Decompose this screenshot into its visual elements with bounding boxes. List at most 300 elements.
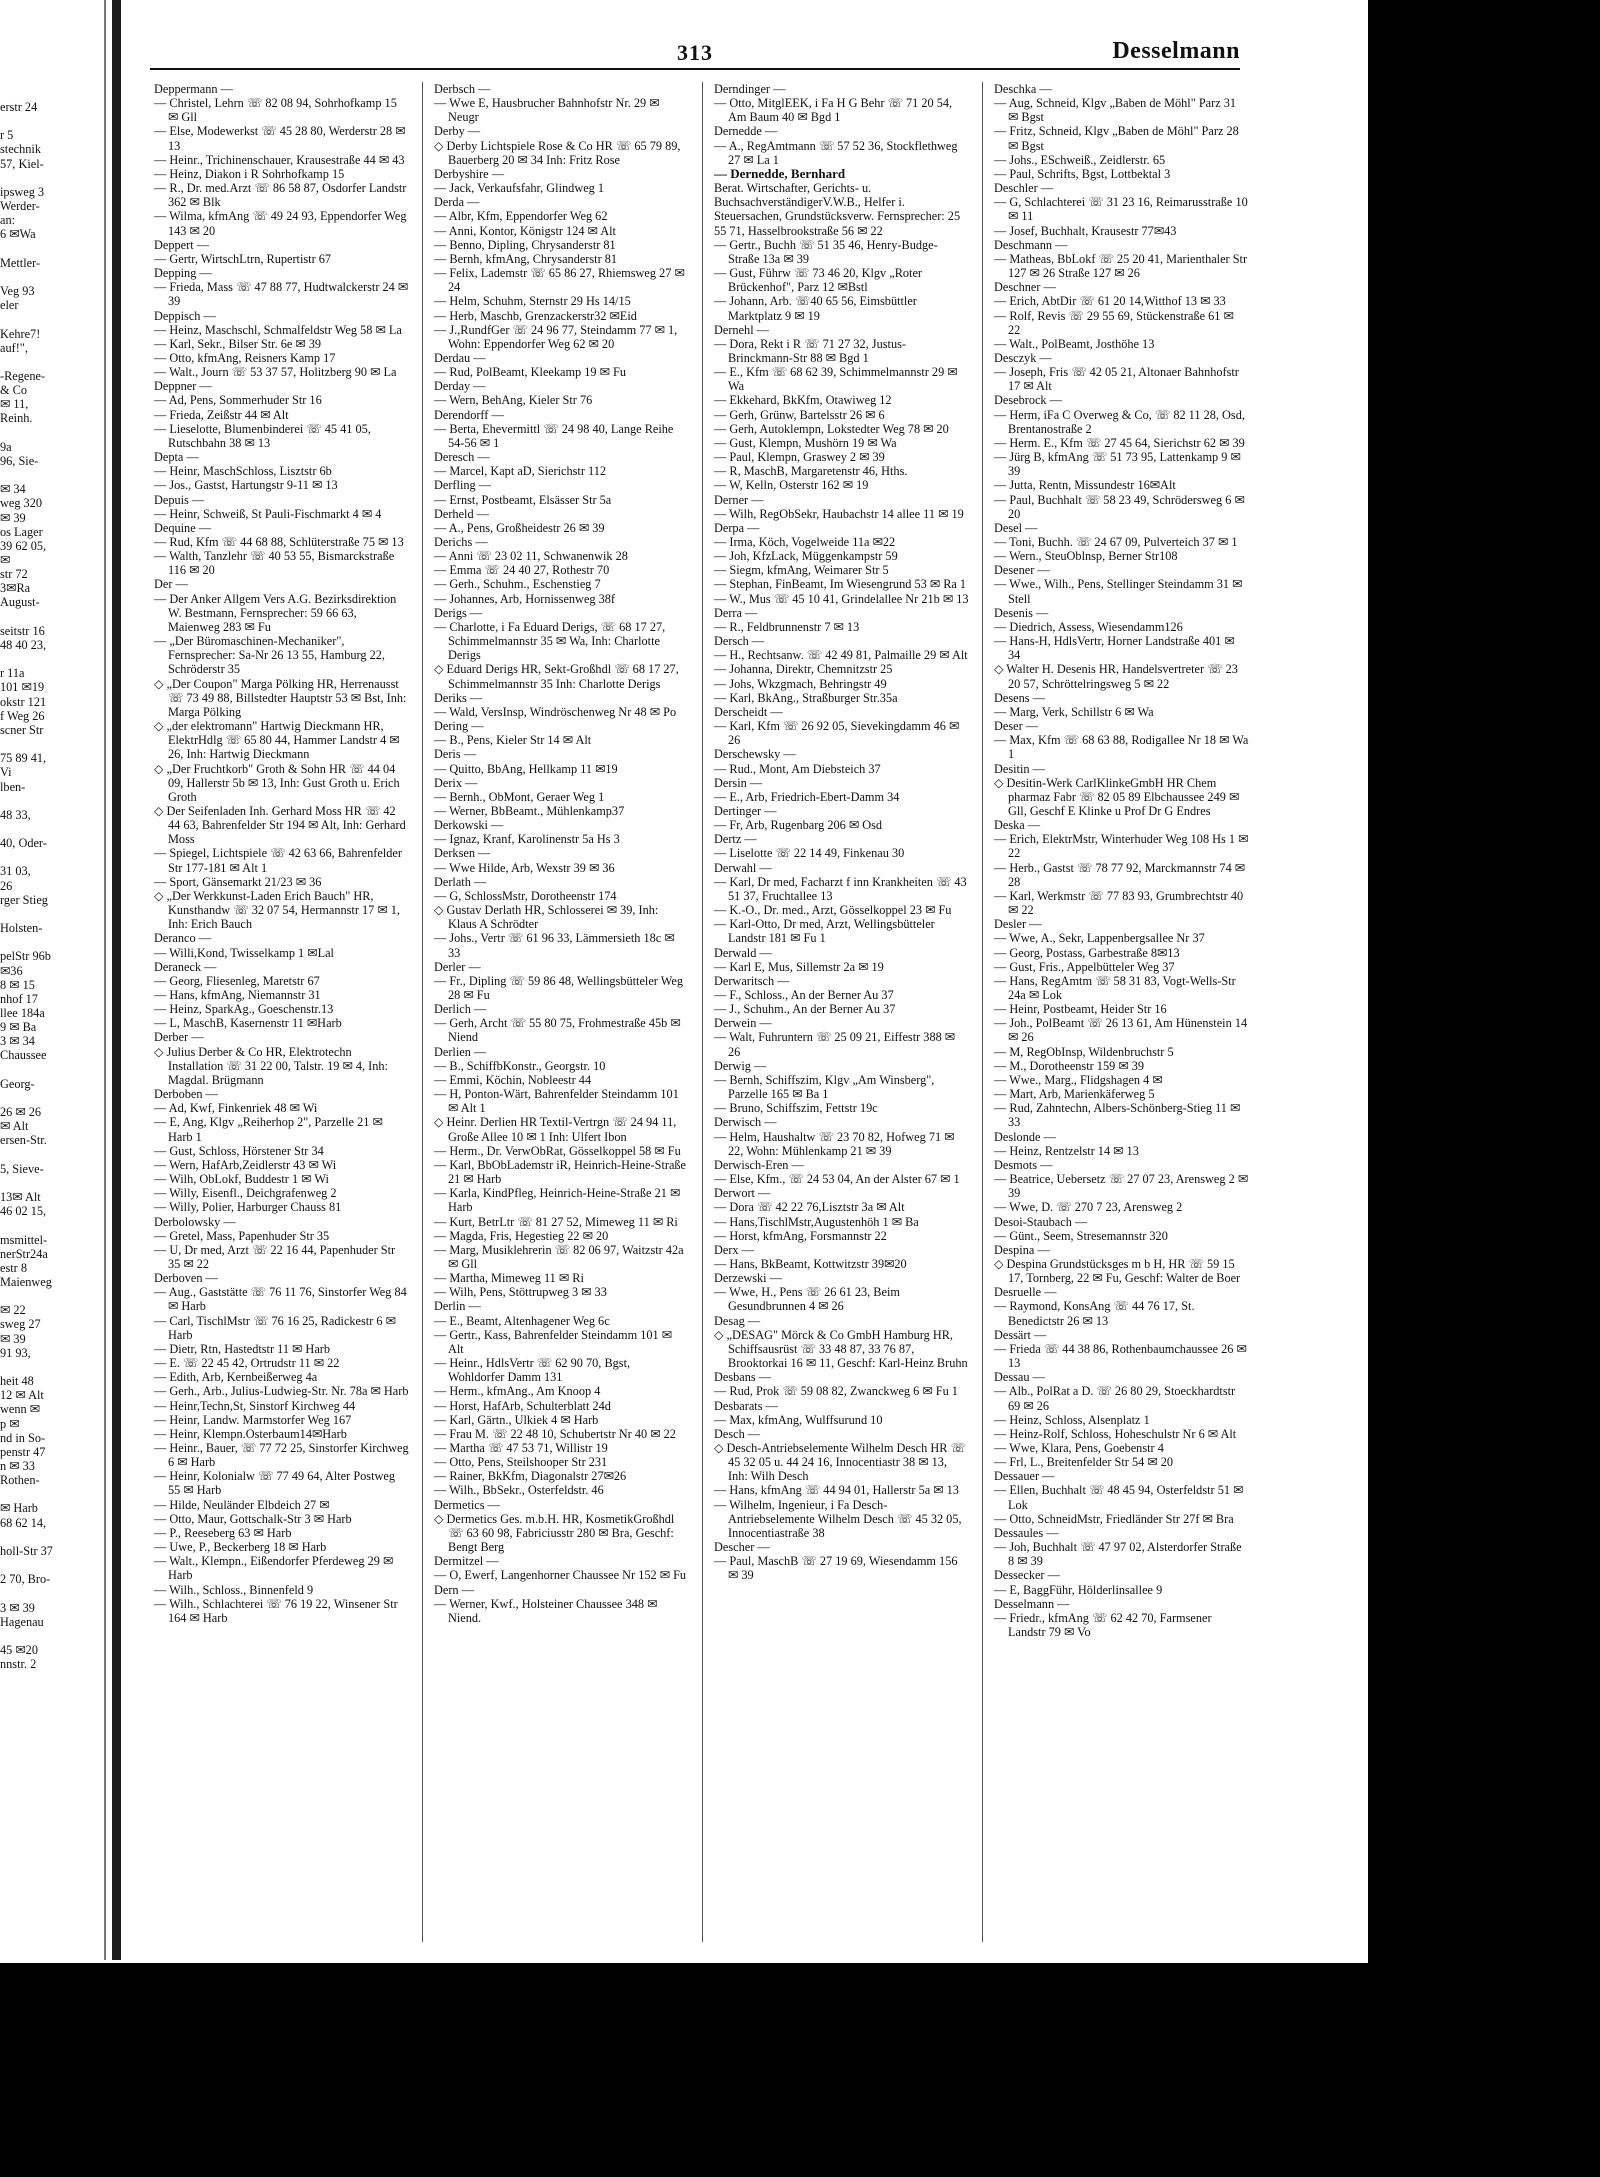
directory-entry: — Karl-Otto, Dr med, Arzt, Wellingsbütteler Landstr 181 ✉ Fu 1 [714, 917, 935, 946]
surname-heading: Derwahl — [714, 860, 772, 875]
directory-entry: — Alb., PolRat a D. ☏ 26 80 29, Stoeckhardtstr 69 ✉ 26 [994, 1384, 1236, 1413]
book-gutter [112, 0, 121, 1960]
facing-page-fragment: 3 ✉ 39 [0, 1600, 35, 1615]
directory-entry: ◇ Gustav Derlath HR, Schlosserei ✉ 39, Inh: Klaus A Schrödter [434, 903, 659, 932]
directory-entry: — Max, Kfm ☏ 68 63 88, Rodigallee Nr 18 ✉ Wa 1 [994, 733, 1249, 762]
directory-entry: — Joh, KfzLack, Müggenkampstr 59 [714, 549, 898, 564]
directory-entry: — Wern, HafArb,Zeidlerstr 43 ✉ Wi [154, 1157, 337, 1172]
directory-entry: — Wilh, Pens, Stöttrupweg 3 ✉ 33 [434, 1285, 607, 1300]
directory-column-3 [714, 82, 969, 1583]
directory-entry: — Walt., Journ ☏ 53 37 57, Holitzberg 90 ✉ La [154, 365, 397, 380]
facing-page-fragment: Maienweg [0, 1274, 52, 1289]
facing-page-fragment: Rothen- [0, 1473, 40, 1488]
directory-entry: — Otto, Maur, Gottschalk-Str 3 ✉ Harb [154, 1511, 352, 1526]
directory-entry: — Quitto, BbAng, Hellkamp 11 ✉19 [434, 761, 618, 776]
directory-entry: — Wilh., Schlachterei ☏ 76 19 22, Winsener Str 164 ✉ Harb [154, 1596, 398, 1625]
facing-page-fragment: p ✉ [0, 1416, 20, 1431]
facing-page-fragment: weg 320 [0, 496, 43, 511]
surname-heading: Dessauer — [994, 1469, 1055, 1484]
directory-entry: — Hans, BkBeamt, Kottwitzstr 39✉20 [714, 1256, 907, 1271]
facing-page-fragment: 57, Kiel- [0, 156, 44, 171]
surname-heading: Desitin — [994, 761, 1045, 776]
facing-page-fragment: wenn ✉ [0, 1402, 41, 1417]
surname-heading: Derler — [434, 959, 481, 974]
facing-page-fragment: an: [0, 213, 16, 228]
facing-page-fragment: 5, Sieve- [0, 1161, 44, 1176]
surname-heading: Desselmann — [994, 1596, 1070, 1611]
directory-entry: ◇ Walter H. Desenis HR, Handelsvertreter ☏ 23 20 57, Schröttelringsweg 5 ✉ 22 [994, 662, 1238, 691]
directory-entry: — Raymond, KonsAng ☏ 44 76 17, St. Benedictstr 26 ✉ 13 [994, 1299, 1195, 1328]
directory-entry: — Emma ☏ 24 40 27, Rothestr 70 [434, 563, 610, 578]
facing-page-fragment [0, 1487, 104, 1501]
facing-page-fragment: ✉ 11, [0, 397, 29, 412]
facing-page-fragment: 46 02 15, [0, 1204, 47, 1219]
directory-entry: — Sport, Gänsemarkt 21/23 ✉ 36 [154, 874, 322, 889]
directory-entry: — Heinr, Kolonialw ☏ 77 49 64, Alter Postweg 55 ✉ Harb [154, 1469, 395, 1498]
facing-page-fragment [0, 850, 104, 864]
directory-entry: — Karl, Gärtn., Ulkiek 4 ✉ Harb [434, 1412, 599, 1427]
surname-heading: Deppermann — [154, 82, 233, 96]
surname-heading: Depta — [154, 450, 199, 465]
directory-entry: — Irma, Köch, Vogelweide 11a ✉22 [714, 535, 896, 549]
surname-heading: Derdau — [434, 350, 486, 365]
facing-page-fragment: 3 ✉ 34 [0, 1034, 35, 1049]
surname-heading: Dersch — [714, 634, 765, 649]
directory-entry: — Jack, Verkaufsfahr, Glindweg 1 [434, 181, 605, 196]
facing-page-fragment: ✉ 39 [0, 510, 26, 525]
surname-heading: Der — [154, 577, 188, 592]
facing-page-fragment [0, 652, 104, 666]
directory-entry: — Herm, iFa C Overweg & Co, ☏ 82 11 28, Osd, Brentanostraße 2 [994, 407, 1245, 436]
facing-page-fragment: Holsten- [0, 921, 43, 936]
directory-entry: — Martha ☏ 47 53 71, Willistr 19 [434, 1441, 608, 1455]
directory-entry: — R., Dr. med.Arzt ☏ 86 58 87, Osdorfer Landstr 362 ✉ Blk [154, 181, 407, 210]
directory-entry: — Herm., Dr. VerwObRat, Gösselkoppel 58 ✉ Fu [434, 1143, 681, 1158]
facing-page-fragment [0, 1558, 104, 1572]
surname-heading: Derboven — [154, 1271, 218, 1286]
directory-entry: — L, MaschB, Kasernenstr 11 ✉Harb [154, 1016, 342, 1031]
directory-entry: — E, BaggFühr, Hölderlinsallee 9 [994, 1582, 1163, 1597]
directory-entry: — Wwe., Marg., Flidgshagen 4 ✉ [994, 1072, 1163, 1087]
directory-entry: — Dietr, Rtn, Hastedtstr 11 ✉ Harb [154, 1341, 331, 1356]
directory-entry: — Karl, BkAng., Straßburger Str.35a [714, 690, 898, 705]
directory-entry: — H, Ponton-Wärt, Bahrenfelder Steindamm 101 ✉ Alt 1 [434, 1087, 679, 1116]
directory-entry: — Ernst, Postbeamt, Elsässer Str 5a [434, 492, 612, 507]
directory-entry: — E., Arb, Friedrich-Ebert-Damm 34 [714, 789, 900, 804]
surname-heading: Dertz — [714, 832, 757, 847]
directory-entry: — Frieda, Zeißstr 44 ✉ Alt [154, 407, 289, 422]
facing-page-fragment: 26 [0, 878, 13, 893]
surname-heading: Dessau — [994, 1370, 1045, 1385]
directory-entry: — Hans, RegAmtm ☏ 58 31 83, Vogt-Wells-Str 24a ✉ Lok [994, 973, 1236, 1002]
directory-entry: — Heinz, Diakon i R Sohrhofkamp 15 [154, 166, 345, 181]
directory-entry: — Gertr, WirtschLtrn, Rupertistr 67 [154, 251, 332, 266]
directory-entry: ◇ Eduard Derigs HR, Sekt-Großhdl ☏ 68 17 27, Schimmelmannstr 35 Inh: Charlotte Derigs [434, 662, 679, 691]
facing-page-fragment: 39 62 05, [0, 538, 47, 553]
surname-heading: Derheld — [434, 506, 489, 521]
surname-heading: Derber — [154, 1030, 204, 1045]
directory-entry: — Bernh., ObMont, Geraer Weg 1 [434, 789, 605, 804]
facing-page-fragment: heit 48 [0, 1374, 34, 1389]
directory-entry: — Hans,TischlMstr,Augustenhöh 1 ✉ Ba [714, 1214, 919, 1229]
directory-entry: ◇ „der elektromann" Hartwig Dieckmann HR, ElektrHdlg ☏ 65 80 44, Hammer Landstr 4 ✉ 26, Inh: Hartwig Dieckmann [154, 719, 400, 762]
facing-page-fragment [0, 1360, 104, 1374]
facing-page-fragment: auf!", [0, 340, 28, 355]
facing-page-fragment: nnstr. 2 [0, 1657, 37, 1672]
directory-entry: ◇ „Der Coupon" Marga Pölking HR, Herrenausst ☏ 73 49 88, Billstedter Hauptstr 53 ✉ Bst, Inh: Marga Pölking [154, 676, 407, 719]
directory-entry: — Horst, kfmAng, Forsmannstr 22 [714, 1228, 887, 1243]
directory-entry: — J.,RundfGer ☏ 24 96 77, Steindamm 77 ✉ 1, Wohn: Eppendorfer Weg 62 ✉ 20 [434, 322, 678, 351]
surname-heading: Depping — [154, 266, 212, 281]
column-divider [982, 82, 983, 1942]
surname-heading: Derksen — [434, 846, 491, 861]
directory-entry: — Wilh, RegObSekr, Haubachstr 14 allee 11 ✉ 19 [714, 506, 964, 521]
directory-entry: — Marg, Musiklehrerin ☏ 82 06 97, Waitzstr 42a ✉ Gll [434, 1242, 684, 1271]
directory-entry: — Anni ☏ 23 02 11, Schwanenwik 28 [434, 549, 628, 564]
directory-entry: — Rolf, Revis ☏ 29 55 69, Stückenstraße 61 ✉ 22 [994, 308, 1234, 337]
facing-page-fragment: 2 70, Bro- [0, 1572, 51, 1587]
directory-entry: ◇ Desitin-Werk CarlKlinkeGmbH HR Chem pharmaz Fabr ☏ 82 05 89 Elbchaussee 249 ✉ Gll, Geschf E Klinke u Prof Dr G Endres [994, 775, 1240, 818]
surname-heading: Desoi-Staubach — [994, 1214, 1088, 1229]
facing-page-fragment [0, 270, 104, 284]
directory-entry: — Wwe, D. ☏ 270 7 23, Arensweg 2 [994, 1200, 1183, 1215]
facing-page-fragment: ✉ 22 [0, 1303, 26, 1318]
directory-entry: — Marcel, Kapt aD, Sierichstr 112 [434, 464, 606, 479]
facing-page-fragment: Georg- [0, 1076, 35, 1091]
directory-entry: — G, SchlossMstr, Dorotheenstr 174 [434, 888, 617, 903]
directory-entry: — Gust, Klempn, Mushörn 19 ✉ Wa [714, 435, 897, 450]
directory-entry: — A., Pens, Großheidestr 26 ✉ 39 [434, 520, 605, 535]
directory-entry: — Wern, BehAng, Kieler Str 76 [434, 393, 593, 408]
directory-entry: — U, Dr med, Arzt ☏ 22 16 44, Papenhuder Str 35 ✉ 22 [154, 1242, 396, 1271]
directory-entry: — Johann, Arb. ☏40 65 56, Eimsbüttler Marktplatz 9 ✉ 19 [714, 294, 917, 323]
facing-page-fragment [0, 1289, 104, 1303]
directory-entry: — Ad, Kwf, Finkenriek 48 ✉ Wi [154, 1101, 318, 1116]
facing-page-fragment: Hagenau [0, 1614, 44, 1629]
directory-entry: — Joh., PolBeamt ☏ 26 13 61, Am Hünenstein 14 ✉ 26 [994, 1016, 1248, 1045]
directory-entry: — Werner, BbBeamt., Mühlenkamp37 [434, 803, 625, 818]
facing-page-fragment: 13✉ Alt [0, 1190, 41, 1205]
facing-page-fragment [0, 1530, 104, 1544]
directory-entry: — Rainer, BkKfm, Diagonalstr 27✉26 [434, 1469, 627, 1484]
surname-heading: Dering — [434, 719, 484, 734]
directory-entry: — Heinr, Postbeamt, Heider Str 16 [994, 1002, 1167, 1017]
directory-entry: — B., Pens, Kieler Str 14 ✉ Alt [434, 733, 592, 748]
directory-entry: — Heinz, Maschschl, Schmalfeldstr Weg 58 ✉ La [154, 322, 402, 337]
directory-entry: — Emmi, Köchin, Nobleestr 44 [434, 1072, 592, 1087]
directory-entry: — B., SchiffbKonstr., Georgstr. 10 [434, 1058, 606, 1073]
directory-entry: — Rud, Prok ☏ 59 08 82, Zwanckweg 6 ✉ Fu 1 [714, 1384, 958, 1399]
surname-heading: Dersin — [714, 775, 763, 790]
surname-heading: Derscheidt — [714, 704, 783, 719]
directory-entry: — Christel, Lehrn ☏ 82 08 94, Sohrhofkamp 15 ✉ Gll [154, 96, 397, 125]
directory-entry: — Mart, Arb, Marienkäferweg 5 [994, 1087, 1155, 1102]
directory-entry: — Gust, Schloss, Hörstener Str 34 [154, 1143, 324, 1158]
facing-page-fragment: ipsweg 3 [0, 184, 45, 199]
directory-entry: — Herm., kfmAng., Am Knoop 4 [434, 1384, 601, 1399]
directory-entry: — Heinz, SparkAg., Goeschenstr.13 [154, 1002, 334, 1017]
facing-page-fragment: nerStr24a [0, 1246, 48, 1261]
directory-entry: ◇ „Der Werkkunst-Laden Erich Bauch" HR, Kunsthandw ☏ 32 07 54, Hermannstr 17 ✉ 1, Inh: Erich Bauch [154, 888, 400, 932]
directory-entry: — Marg, Verk, Schillstr 6 ✉ Wa [994, 704, 1154, 719]
directory-entry: — R., Feldbrunnenstr 7 ✉ 13 [714, 619, 860, 634]
facing-page-fragment [0, 1148, 104, 1162]
surname-heading: Derzewski — [714, 1271, 782, 1286]
surname-heading: Descher — [714, 1540, 770, 1555]
directory-entry: — K.-O., Dr. med., Arzt, Gösselkoppel 23 ✉ Fu [714, 903, 952, 918]
facing-page-fragment: nd in So- [0, 1430, 46, 1445]
directory-entry: — G, Schlachterei ☏ 31 23 16, Reimarusstraße 10 ✉ 11 [994, 195, 1248, 224]
facing-page-fragment: Veg 93 [0, 284, 35, 299]
directory-entry: — F., Schloss., An der Berner Au 37 [714, 988, 894, 1002]
directory-entry: — Fritz, Schneid, Klgv „Baben de Möhl" Parz 28 ✉ Bgst [994, 124, 1239, 153]
directory-entry: — Willi,Kond, Twisselkamp 1 ✉Lal [154, 945, 334, 960]
directory-entry: — Rud, Zahntechn, Albers-Schönberg-Stieg 11 ✉ 33 [994, 1101, 1241, 1130]
facing-page-fragment: 101 ✉19 [0, 680, 45, 695]
directory-entry: — Siegm, kfmAng, Weimarer Str 5 [714, 563, 889, 578]
surname-heading: Deska — [994, 818, 1041, 833]
directory-entry: — Martha, Mimeweg 11 ✉ Ri [434, 1271, 584, 1286]
surname-heading: Derra — [714, 605, 758, 620]
directory-entry: — Gretel, Mass, Papenhuder Str 35 [154, 1228, 330, 1243]
directory-entry: — Gerh, Grünw, Bartelsstr 26 ✉ 6 [714, 407, 885, 422]
directory-entry: — Max, kfmAng, Wulffsurund 10 [714, 1412, 883, 1427]
directory-entry: — Otto, MitglEEK, i Fa H G Behr ☏ 71 20 54, Am Baum 40 ✉ Bgd 1 [714, 96, 953, 125]
directory-entry: — Erich, ElektrMstr, Winterhuder Weg 108 Hs 1 ✉ 22 [994, 832, 1249, 861]
surname-heading: Derfling — [434, 478, 492, 493]
facing-page-fragment: stechnik [0, 142, 41, 157]
directory-entry: — Kurt, BetrLtr ☏ 81 27 52, Mimeweg 11 ✉ Ri [434, 1214, 678, 1229]
directory-entry: — Joh, Buchhalt ☏ 47 97 02, Alsterdorfer Straße 8 ✉ 39 [994, 1540, 1242, 1569]
facing-page-fragment: msmittel- [0, 1232, 48, 1247]
facing-page-fragment: 8 ✉ 15 [0, 977, 35, 992]
facing-page-fragment: August- [0, 595, 40, 610]
surname-heading: Derner — [714, 492, 764, 507]
directory-entry: — Frieda, Mass ☏ 47 88 77, Hudtwalckerstr 24 ✉ 39 [154, 280, 409, 309]
directory-column-2 [434, 82, 689, 1625]
directory-entry: — Willy, Eisenfl., Deichgrafenweg 2 [154, 1186, 337, 1201]
directory-entry: — Paul, Klempn, Graswey 2 ✉ 39 [714, 450, 885, 465]
surname-heading: Deppner — [154, 379, 212, 394]
directory-entry: ◇ Julius Derber & Co HR, Elektrotechn Installation ☏ 31 22 00, Talstr. 19 ✉ 4, Inh: Magdal. Brügmann [154, 1044, 388, 1087]
facing-page-fragment: estr 8 [0, 1260, 27, 1275]
surname-heading: Dessärt — [994, 1327, 1047, 1342]
directory-entry: — Ignaz, Kranf, Karolinenstr 5a Hs 3 [434, 832, 620, 847]
directory-entry: — Jürg B, kfmAng ☏ 51 73 95, Lattenkamp 9 ✉ 39 [994, 450, 1241, 479]
surname-heading: Deschka — [994, 82, 1052, 96]
directory-entry: — Frieda ☏ 44 38 86, Rothenbaumchaussee 26 ✉ 13 [994, 1341, 1247, 1371]
surname-heading: Derlath — [434, 874, 487, 889]
facing-page-fragment: r 11a [0, 666, 25, 681]
facing-page-fragment: ✉ [0, 553, 11, 567]
directory-entry: — Ekkehard, BkKfm, Otawiweg 12 [714, 393, 892, 408]
facing-page-fragment: n ✉ 33 [0, 1459, 35, 1473]
directory-entry: — Gerh., Arb., Julius-Ludwieg-Str. Nr. 78a ✉ Harb [154, 1384, 409, 1399]
facing-page-fragment: llee 184a [0, 1006, 45, 1020]
column-divider [422, 82, 423, 1942]
surname-heading: Derndinger — [714, 82, 786, 96]
surname-heading: Deresch — [434, 450, 490, 465]
surname-heading: Deser — [994, 719, 1039, 734]
facing-page-fragment [0, 355, 104, 369]
directory-entry: — J., Schuhm., An der Berner Au 37 [714, 1002, 896, 1017]
facing-page-fragment: ✉36 [0, 963, 23, 978]
surname-heading: Deppert — [154, 237, 209, 252]
directory-entry: — „Der Büromaschinen-Mechaniker", Fernsprecher: Sa-Nr 26 13 55, Hamburg 22, Schröderstr 35 [154, 634, 385, 677]
surname-heading: Derlin — [434, 1299, 481, 1314]
column-divider [702, 82, 703, 1942]
directory-entry: — Spiegel, Lichtspiele ☏ 42 63 66, Bahrenfelder Str 177-181 ✉ Alt 1 [154, 846, 402, 875]
surname-heading: Deppisch — [154, 308, 216, 323]
surname-heading: Dern — [434, 1582, 474, 1597]
directory-entry: — Wwe, H., Pens ☏ 26 61 23, Beim Gesundbrunnen 4 ✉ 26 [714, 1285, 900, 1314]
directory-entry: — Stephan, FinBeamt, Im Wiesengrund 53 ✉ Ra 1 [714, 577, 967, 592]
directory-entry: — Erich, AbtDir ☏ 61 20 14,Witthof 13 ✉ 33 [994, 294, 1226, 309]
directory-entry: — Gerh, Archt ☏ 55 80 75, Frohmestraße 45b ✉ Niend [434, 1016, 681, 1045]
facing-page-fragment: Kehre7! [0, 326, 41, 341]
directory-entry: — Johs., Vertr ☏ 61 96 33, Lämmersieth 18c ✉ 33 [434, 931, 675, 960]
facing-page-fragment: penstr 47 [0, 1444, 46, 1459]
surname-heading: Desler — [994, 917, 1042, 932]
directory-entry: — Heinr., HdlsVertr ☏ 62 90 70, Bgst, Wohldorfer Damm 131 [434, 1356, 631, 1385]
surname-heading: Dermitzel — [434, 1554, 499, 1569]
directory-entry: — Ad, Pens, Sommerhuder Str 16 [154, 393, 322, 408]
directory-page [150, 36, 1249, 1956]
directory-entry: — P., Reeseberg 63 ✉ Harb [154, 1525, 292, 1540]
facing-page-fragment: okstr 121 [0, 694, 47, 709]
facing-page-fragment: Reinh. [0, 411, 33, 426]
directory-entry: — Bernh, kfmAng, Chrysanderstr 81 [434, 251, 618, 266]
directory-entry: — Friedr., kfmAng ☏ 62 42 70, Farmsener Landstr 79 ✉ Vo [994, 1610, 1212, 1640]
facing-page-fragment [0, 312, 104, 326]
surname-heading: Derbsch — [434, 82, 491, 96]
directory-entry: — Walt., PolBeamt, Josthöhe 13 [994, 336, 1155, 351]
surname-heading: Desczyk — [994, 350, 1052, 365]
facing-page-fragment [0, 242, 104, 256]
surname-heading: Derby — [434, 124, 481, 139]
facing-page-fragment: 45 ✉20 [0, 1643, 38, 1658]
directory-entry: — Jos., Gastst, Hartungstr 9-11 ✉ 13 [154, 478, 338, 493]
facing-page-fragment [0, 907, 104, 921]
directory-entry: — Gust, Fris., Appelbütteler Weg 37 [994, 959, 1175, 974]
surname-heading: Derwig — [714, 1058, 767, 1073]
directory-entry: — Lieselotte, Blumenbinderei ☏ 45 41 05, Rutschbahn 38 ✉ 13 [154, 421, 371, 450]
directory-entry: — Heinr., Trichinenschauer, Krausestraße 44 ✉ 43 [154, 152, 405, 167]
surname-heading: Derschewsky — [714, 747, 796, 762]
directory-entry: — O, Ewerf, Langenhorner Chaussee Nr 152 ✉ Fu [434, 1568, 687, 1583]
facing-page-fragment [0, 171, 104, 185]
directory-entry: — Else, Kfm., ☏ 24 53 04, An der Alster 67 ✉ 1 [714, 1172, 960, 1187]
surname-heading: Derichs — [434, 535, 488, 549]
facing-page-fragment [0, 1091, 104, 1105]
directory-entry: — Paul, Schrifts, Bgst, Lottbektal 3 [994, 166, 1171, 181]
facing-page-fragment: rger Stieg [0, 892, 48, 907]
directory-entry: — Dora, Rekt i R ☏ 71 27 32, Justus-Brinckmann-Str 88 ✉ Bgd 1 [714, 336, 906, 365]
facing-page-fragment: ✉ Alt [0, 1119, 29, 1134]
surname-heading: Derda — [434, 195, 480, 210]
facing-page-fragment: erstr 24 [0, 100, 38, 114]
directory-entry: — Heinr, Landw. Marmstorfer Weg 167 [154, 1412, 352, 1427]
surname-heading: Derx — [714, 1242, 754, 1257]
directory-entry: — Wwe., Wilh., Pens, Stellinger Steindamm 31 ✉ Stell [994, 577, 1243, 606]
surname-heading: Dequine — [154, 520, 212, 535]
facing-page-fragment: 96, Sie- [0, 453, 39, 468]
surname-heading: Derwisch — [714, 1115, 777, 1130]
surname-heading: Desel — [994, 520, 1038, 535]
facing-page-fragment [0, 1586, 104, 1600]
surname-heading: Desener — [994, 563, 1050, 578]
directory-entry: — Paul, MaschB ☏ 27 19 69, Wiesendamm 156 ✉ 39 [714, 1554, 958, 1583]
directory-entry: — Jutta, Rentn, Missundestr 16✉Alt [994, 478, 1176, 493]
surname-heading: Deris — [434, 747, 477, 762]
surname-heading: Derix — [434, 775, 478, 790]
surname-heading: Derwald — [714, 945, 772, 960]
directory-entry: — Werner, Kwf., Holsteiner Chaussee 348 ✉ Niend. [434, 1596, 658, 1625]
directory-entry: — Otto, Pens, Steilshooper Str 231 [434, 1455, 608, 1470]
directory-entry: — E. ☏ 22 45 42, Ortrudstr 11 ✉ 22 [154, 1356, 340, 1371]
directory-entry: — Gertr., Buchh ☏ 51 35 46, Henry-Budge-Straße 13a ✉ 39 [714, 237, 938, 266]
directory-entry: — Hans-H, HdlsVertr, Horner Landstraße 401 ✉ 34 [994, 634, 1235, 663]
directory-entry: — Helm, Schuhm, Sternstr 29 Hs 14/15 [434, 294, 631, 309]
directory-column-1 [154, 82, 409, 1625]
directory-entry: — Johannes, Arb, Hornissenweg 38f [434, 591, 616, 606]
directory-entry: — Heinr, MaschSchloss, Lisztstr 6b [154, 464, 332, 479]
surname-heading: Derwaritsch — [714, 973, 790, 988]
surname-heading: Deraneck — [154, 959, 217, 974]
directory-entry: — Helm, Haushaltw ☏ 23 70 82, Hofweg 71 ✉ 22, Wohn: Mühlenkamp 21 ✉ 39 [714, 1129, 955, 1158]
directory-entry: — Herb, Maschb, Grenzackerstr32 ✉Eid [434, 308, 637, 323]
directory-entry: — Anni, Kontor, Königstr 124 ✉ Alt [434, 223, 616, 238]
surname-heading: Depuis — [154, 492, 205, 507]
surname-heading: Dessecker — [994, 1568, 1060, 1583]
directory-entry: — Wwe, Klara, Pens, Goebenstr 4 [994, 1441, 1164, 1455]
facing-page-fragment: Mettler- [0, 255, 41, 270]
directory-entry: — Walth, Tanzlehr ☏ 40 53 55, Bismarckstraße 116 ✉ 20 [154, 549, 395, 578]
directory-entry: ◇ Desch-Antriebselemente Wilhelm Desch HR ☏ 45 32 05 u. 44 24 16, Innocentiastr 38 ✉ 13, Inh: Wilh Desch [714, 1441, 966, 1484]
surname-heading: Dernehl — [714, 322, 769, 337]
directory-entry: — W., Mus ☏ 45 10 41, Grindelallee Nr 21b ✉ 13 [714, 591, 969, 606]
directory-entry: — Rud, Kfm ☏ 44 68 88, Schlüterstraße 75 ✉ 13 [154, 535, 404, 549]
directory-entry: — Heinz, Schloss, Alsenplatz 1 [994, 1412, 1150, 1427]
directory-entry: ◇ Despina Grundstücksges m b H, HR ☏ 59 15 17, Tornberg, 22 ✉ Fu, Geschf: Walter de Boer [994, 1256, 1241, 1286]
facing-page-fragment: 6 ✉Wa [0, 227, 36, 242]
facing-page-fragment: 48 40 23, [0, 637, 47, 652]
facing-page-fragment: Werder- [0, 199, 40, 214]
directory-entry: — Wwe Hilde, Arb, Wexstr 39 ✉ 36 [434, 860, 615, 875]
directory-entry: — Berta, Ehevermittl ☏ 24 98 40, Lange Reihe 54-56 ✉ 1 [434, 421, 674, 450]
directory-entry: — Else, Modewerkst ☏ 45 28 80, Werderstr 28 ✉ 13 [154, 124, 406, 153]
directory-entry: ◇ „Der Fruchtkorb" Groth & Sohn HR ☏ 44 04 09, Hallerstr 5b ✉ 13, Inh: Gust Groth u. Erich Groth [154, 761, 400, 804]
directory-entry: — Heinr, Klempn.Osterbaum14✉Harb [154, 1426, 347, 1441]
facing-page-fragment: Chaussee [0, 1048, 47, 1063]
directory-entry: — Wald, VersInsp, Windröschenweg Nr 48 ✉ Po [434, 704, 677, 719]
directory-entry: — Wilma, kfmAng ☏ 49 24 93, Eppendorfer Weg 143 ✉ 20 [154, 209, 407, 238]
facing-page-fragment: & Co [0, 383, 27, 398]
directory-entry: — Toni, Buchh. ☏ 24 67 09, Pulverteich 37 ✉ 1 [994, 535, 1238, 549]
surname-heading: Desch — [714, 1426, 761, 1441]
directory-entry: — Bruno, Schiffszim, Fettstr 19c [714, 1101, 878, 1116]
facing-page-fragment: seitstr 16 [0, 623, 45, 638]
facing-page-fragment: 31 03, [0, 864, 31, 879]
surname-heading: Desbarats — [714, 1398, 778, 1413]
facing-page-fragment: 40, Oder- [0, 836, 47, 851]
directory-entry: — Hans, kfmAng ☏ 44 94 01, Hallerstr 5a ✉ 13 [714, 1483, 959, 1498]
surname-heading: Deschmann — [994, 237, 1068, 252]
facing-page-fragment [0, 1063, 104, 1077]
running-head: Desselmann [1112, 38, 1240, 64]
directory-entry: — Bernh, Schiffszim, Klgv „Am Winsberg", Parzelle 165 ✉ Ba 1 [714, 1072, 935, 1102]
facing-page-fragment: ✉ 39 [0, 1331, 26, 1346]
